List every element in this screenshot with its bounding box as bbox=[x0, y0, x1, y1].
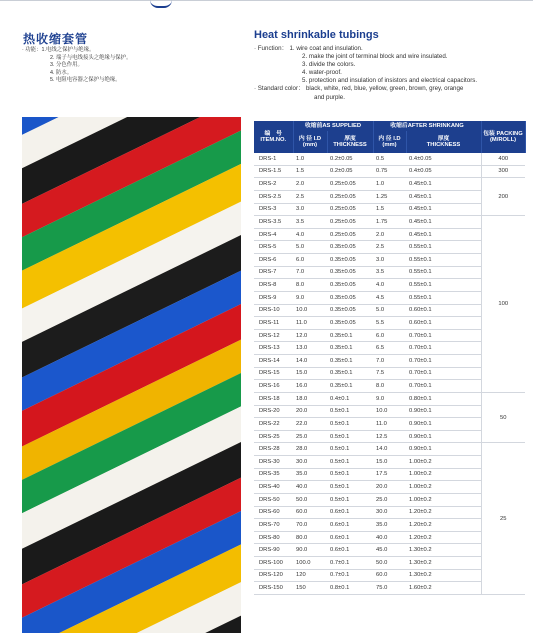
item-no-cell: DRS-150 bbox=[254, 582, 293, 595]
thickness-shrunk-cell: 0.55±0.1 bbox=[406, 254, 481, 267]
thickness-supplied-cell: 0.25±0.05 bbox=[327, 178, 373, 191]
table-row bbox=[254, 216, 525, 229]
id-supplied-cell: 3.5 bbox=[293, 216, 327, 229]
id-shrunk-cell: 40.0 bbox=[373, 531, 406, 544]
item-no-cell: DRS-25 bbox=[254, 430, 293, 443]
thickness-supplied-cell: 0.35±0.1 bbox=[327, 329, 373, 342]
thickness-shrunk-cell: 1.30±0.2 bbox=[406, 544, 481, 557]
id-supplied-cell: 1.0 bbox=[293, 153, 327, 165]
item-no-cell: DRS-6 bbox=[254, 254, 293, 267]
item-no-cell: DRS-14 bbox=[254, 355, 293, 368]
thickness-shrunk-cell: 0.90±0.1 bbox=[406, 405, 481, 418]
thickness-shrunk-cell: 0.60±0.1 bbox=[406, 317, 481, 330]
standard-color-label: · Standard color： bbox=[254, 85, 305, 93]
thickness-shrunk-cell: 1.20±0.2 bbox=[406, 531, 481, 544]
table-row bbox=[254, 443, 525, 456]
id-supplied-cell: 5.0 bbox=[293, 241, 327, 254]
thickness-supplied-cell: 0.6±0.1 bbox=[327, 519, 373, 532]
table-row bbox=[254, 165, 525, 178]
thickness-supplied-cell: 0.5±0.1 bbox=[327, 468, 373, 481]
packing-cell: 200 bbox=[481, 178, 525, 216]
id-shrunk-cell: 1.0 bbox=[373, 178, 406, 191]
id-supplied-cell: 100.0 bbox=[293, 557, 327, 570]
thickness-shrunk-cell: 0.45±0.1 bbox=[406, 178, 481, 191]
item-no-cell: DRS-70 bbox=[254, 519, 293, 532]
id-shrunk-cell: 7.5 bbox=[373, 367, 406, 380]
thickness-shrunk-cell: 0.55±0.1 bbox=[406, 291, 481, 304]
id-supplied-cell: 40.0 bbox=[293, 481, 327, 494]
function-item-zh: 5. 电阻电容器之保护与绝缘。 bbox=[50, 77, 121, 84]
header-flourish bbox=[150, 0, 172, 8]
thickness-shrunk-cell: 1.00±0.2 bbox=[406, 468, 481, 481]
col-packing-en: (M/ROLL) bbox=[489, 137, 517, 143]
id-shrunk-cell: 12.5 bbox=[373, 430, 406, 443]
thickness-shrunk-cell: 1.20±0.2 bbox=[406, 506, 481, 519]
id-supplied-cell: 6.0 bbox=[293, 254, 327, 267]
item-no-cell: DRS-12 bbox=[254, 329, 293, 342]
col-supplied-title: 收缩前AS SUPPLIED bbox=[293, 121, 373, 131]
standard-color-values: black, white, red, blue, yellow, green, brown, grey, orange bbox=[305, 85, 464, 93]
id-shrunk-cell: 7.0 bbox=[373, 355, 406, 368]
id-shrunk-cell: 6.0 bbox=[373, 329, 406, 342]
thickness-supplied-cell: 0.8±0.1 bbox=[327, 582, 373, 595]
thickness-supplied-cell: 0.2±0.05 bbox=[327, 165, 373, 178]
thickness-supplied-cell: 0.35±0.1 bbox=[327, 380, 373, 393]
col-id-header-after bbox=[373, 131, 406, 153]
thickness-shrunk-cell: 0.70±0.1 bbox=[406, 367, 481, 380]
product-photo bbox=[22, 117, 241, 633]
thickness-supplied-cell: 0.5±0.1 bbox=[327, 418, 373, 431]
col-thickness-en: THICKNESS bbox=[426, 142, 461, 148]
item-no-cell: DRS-90 bbox=[254, 544, 293, 557]
spec-table-body bbox=[254, 153, 525, 594]
standard-color-values-cont: and purple. bbox=[314, 93, 345, 101]
table-row bbox=[254, 392, 525, 405]
packing-cell: 50 bbox=[481, 392, 525, 443]
col-thickness-header-after bbox=[406, 131, 481, 153]
id-shrunk-cell: 0.75 bbox=[373, 165, 406, 178]
thickness-shrunk-cell: 0.45±0.1 bbox=[406, 190, 481, 203]
col-thickness-en: THICKNESS bbox=[333, 142, 367, 148]
id-shrunk-cell: 9.0 bbox=[373, 392, 406, 405]
id-shrunk-cell: 30.0 bbox=[373, 506, 406, 519]
function-item-zh: 4. 防水。 bbox=[50, 69, 73, 76]
item-no-cell: DRS-80 bbox=[254, 531, 293, 544]
function-item-en: 4. water-proof. bbox=[302, 69, 342, 77]
id-shrunk-cell: 14.0 bbox=[373, 443, 406, 456]
id-supplied-cell: 7.0 bbox=[293, 266, 327, 279]
id-supplied-cell: 80.0 bbox=[293, 531, 327, 544]
id-supplied-cell: 18.0 bbox=[293, 392, 327, 405]
id-supplied-cell: 90.0 bbox=[293, 544, 327, 557]
id-shrunk-cell: 60.0 bbox=[373, 569, 406, 582]
id-shrunk-cell: 35.0 bbox=[373, 519, 406, 532]
item-no-cell: DRS-60 bbox=[254, 506, 293, 519]
col-id-header bbox=[293, 131, 327, 153]
id-supplied-cell: 10.0 bbox=[293, 304, 327, 317]
id-shrunk-cell: 1.5 bbox=[373, 203, 406, 216]
table-row bbox=[254, 153, 525, 165]
thickness-shrunk-cell: 0.45±0.1 bbox=[406, 228, 481, 241]
packing-cell: 300 bbox=[481, 165, 525, 178]
id-supplied-cell: 13.0 bbox=[293, 342, 327, 355]
id-shrunk-cell: 45.0 bbox=[373, 544, 406, 557]
thickness-shrunk-cell: 0.55±0.1 bbox=[406, 241, 481, 254]
item-no-cell: DRS-1 bbox=[254, 153, 293, 165]
thickness-supplied-cell: 0.5±0.1 bbox=[327, 493, 373, 506]
id-shrunk-cell: 3.5 bbox=[373, 266, 406, 279]
item-no-cell: DRS-22 bbox=[254, 418, 293, 431]
top-rule bbox=[0, 0, 533, 7]
thickness-shrunk-cell: 0.70±0.1 bbox=[406, 342, 481, 355]
col-shrink-title: 收缩后AFTER SHRINKANG bbox=[373, 121, 481, 131]
thickness-shrunk-cell: 1.00±0.2 bbox=[406, 481, 481, 494]
id-supplied-cell: 28.0 bbox=[293, 443, 327, 456]
thickness-shrunk-cell: 0.90±0.1 bbox=[406, 418, 481, 431]
thickness-shrunk-cell: 0.80±0.1 bbox=[406, 392, 481, 405]
thickness-supplied-cell: 0.35±0.05 bbox=[327, 304, 373, 317]
function-item-en: 3. divide the colors. bbox=[302, 61, 356, 69]
id-shrunk-cell: 17.5 bbox=[373, 468, 406, 481]
id-shrunk-cell: 0.5 bbox=[373, 153, 406, 165]
col-item-en: ITEM.NO. bbox=[260, 137, 287, 143]
id-shrunk-cell: 11.0 bbox=[373, 418, 406, 431]
function-label-en: · Function： bbox=[254, 45, 288, 52]
thickness-supplied-cell: 0.5±0.1 bbox=[327, 481, 373, 494]
spec-table bbox=[254, 121, 526, 595]
item-no-cell: DRS-13 bbox=[254, 342, 293, 355]
id-shrunk-cell: 6.5 bbox=[373, 342, 406, 355]
item-no-cell: DRS-30 bbox=[254, 456, 293, 469]
thickness-shrunk-cell: 0.90±0.1 bbox=[406, 443, 481, 456]
thickness-shrunk-cell: 0.4±0.05 bbox=[406, 153, 481, 165]
id-shrunk-cell: 1.75 bbox=[373, 216, 406, 229]
thickness-supplied-cell: 0.35±0.05 bbox=[327, 266, 373, 279]
function-item-en: 2. make the joint of terminal block and wire insulated. bbox=[302, 53, 448, 61]
thickness-supplied-cell: 0.7±0.1 bbox=[327, 557, 373, 570]
thickness-supplied-cell: 0.35±0.05 bbox=[327, 254, 373, 267]
function-list-en bbox=[254, 45, 526, 102]
id-shrunk-cell: 10.0 bbox=[373, 405, 406, 418]
item-no-cell: DRS-100 bbox=[254, 557, 293, 570]
thickness-shrunk-cell: 0.55±0.1 bbox=[406, 279, 481, 292]
thickness-supplied-cell: 0.5±0.1 bbox=[327, 456, 373, 469]
thickness-shrunk-cell: 1.30±0.2 bbox=[406, 557, 481, 570]
thickness-shrunk-cell: 1.20±0.2 bbox=[406, 519, 481, 532]
thickness-shrunk-cell: 1.00±0.2 bbox=[406, 493, 481, 506]
col-thickness-zh: 厚度 bbox=[437, 135, 450, 142]
id-supplied-cell: 20.0 bbox=[293, 405, 327, 418]
thickness-shrunk-cell: 0.90±0.1 bbox=[406, 430, 481, 443]
col-packing-zh: 包装 PACKING bbox=[483, 130, 523, 137]
thickness-supplied-cell: 0.5±0.1 bbox=[327, 405, 373, 418]
id-supplied-cell: 22.0 bbox=[293, 418, 327, 431]
thickness-supplied-cell: 0.25±0.05 bbox=[327, 203, 373, 216]
item-no-cell: DRS-50 bbox=[254, 493, 293, 506]
id-shrunk-cell: 25.0 bbox=[373, 493, 406, 506]
function-item-en: 5. protection and insulation of insistors and electrical capacitors. bbox=[302, 77, 478, 85]
item-no-cell: DRS-3 bbox=[254, 203, 293, 216]
item-no-cell: DRS-15 bbox=[254, 367, 293, 380]
item-no-cell: DRS-9 bbox=[254, 291, 293, 304]
col-thickness-header bbox=[327, 131, 373, 153]
item-no-cell: DRS-16 bbox=[254, 380, 293, 393]
thickness-shrunk-cell: 0.45±0.1 bbox=[406, 216, 481, 229]
id-supplied-cell: 150 bbox=[293, 582, 327, 595]
item-no-cell: DRS-120 bbox=[254, 569, 293, 582]
packing-cell: 400 bbox=[481, 153, 525, 165]
function-item-zh: 1.电线之保护与绝缘。 bbox=[41, 47, 95, 53]
thickness-shrunk-cell: 1.30±0.2 bbox=[406, 569, 481, 582]
thickness-supplied-cell: 0.7±0.1 bbox=[327, 569, 373, 582]
col-id-unit: (mm) bbox=[382, 142, 397, 148]
thickness-supplied-cell: 0.4±0.1 bbox=[327, 392, 373, 405]
item-no-cell: DRS-2 bbox=[254, 178, 293, 191]
item-no-cell: DRS-11 bbox=[254, 317, 293, 330]
packing-cell: 100 bbox=[481, 216, 525, 393]
item-no-cell: DRS-5 bbox=[254, 241, 293, 254]
thickness-supplied-cell: 0.35±0.05 bbox=[327, 241, 373, 254]
table-header-row bbox=[254, 121, 525, 131]
thickness-supplied-cell: 0.25±0.05 bbox=[327, 228, 373, 241]
id-shrunk-cell: 1.25 bbox=[373, 190, 406, 203]
thickness-shrunk-cell: 0.55±0.1 bbox=[406, 266, 481, 279]
id-supplied-cell: 4.0 bbox=[293, 228, 327, 241]
id-shrunk-cell: 5.0 bbox=[373, 304, 406, 317]
thickness-supplied-cell: 0.25±0.05 bbox=[327, 216, 373, 229]
id-supplied-cell: 35.0 bbox=[293, 468, 327, 481]
col-id-zh: 内 径 I.D bbox=[378, 135, 401, 142]
thickness-shrunk-cell: 0.60±0.1 bbox=[406, 304, 481, 317]
id-supplied-cell: 60.0 bbox=[293, 506, 327, 519]
thickness-supplied-cell: 0.5±0.1 bbox=[327, 430, 373, 443]
thickness-shrunk-cell: 1.60±0.2 bbox=[406, 582, 481, 595]
id-shrunk-cell: 4.5 bbox=[373, 291, 406, 304]
id-supplied-cell: 70.0 bbox=[293, 519, 327, 532]
item-no-cell: DRS-40 bbox=[254, 481, 293, 494]
function-item-en: 1. wire coat and insulation. bbox=[289, 45, 363, 52]
thickness-shrunk-cell: 0.70±0.1 bbox=[406, 329, 481, 342]
id-supplied-cell: 3.0 bbox=[293, 203, 327, 216]
col-packing-header bbox=[481, 121, 525, 153]
id-supplied-cell: 11.0 bbox=[293, 317, 327, 330]
packing-cell: 25 bbox=[481, 443, 525, 595]
id-shrunk-cell: 4.0 bbox=[373, 279, 406, 292]
col-thickness-zh: 厚度 bbox=[344, 135, 356, 142]
item-no-cell: DRS-8 bbox=[254, 279, 293, 292]
id-supplied-cell: 16.0 bbox=[293, 380, 327, 393]
function-item-zh: 2. 端子与电线接头之绝缘与保护。 bbox=[50, 54, 132, 61]
thickness-supplied-cell: 0.35±0.05 bbox=[327, 291, 373, 304]
thickness-supplied-cell: 0.35±0.05 bbox=[327, 317, 373, 330]
id-shrunk-cell: 2.0 bbox=[373, 228, 406, 241]
id-supplied-cell: 12.0 bbox=[293, 329, 327, 342]
id-shrunk-cell: 15.0 bbox=[373, 456, 406, 469]
col-id-unit: (mm) bbox=[302, 142, 318, 148]
col-item-header bbox=[254, 121, 293, 153]
page-title-en: Heat shrinkable tubings bbox=[254, 29, 379, 41]
id-shrunk-cell: 3.0 bbox=[373, 254, 406, 267]
item-no-cell: DRS-28 bbox=[254, 443, 293, 456]
id-supplied-cell: 9.0 bbox=[293, 291, 327, 304]
id-supplied-cell: 1.5 bbox=[293, 165, 327, 178]
function-item-zh: 3. 分色作用。 bbox=[50, 62, 83, 69]
thickness-supplied-cell: 0.35±0.1 bbox=[327, 367, 373, 380]
thickness-supplied-cell: 0.6±0.1 bbox=[327, 544, 373, 557]
id-supplied-cell: 120 bbox=[293, 569, 327, 582]
thickness-shrunk-cell: 0.70±0.1 bbox=[406, 355, 481, 368]
id-supplied-cell: 2.0 bbox=[293, 178, 327, 191]
table-row bbox=[254, 178, 525, 191]
page-title-zh: 热收缩套管 bbox=[23, 32, 89, 46]
item-no-cell: DRS-4 bbox=[254, 228, 293, 241]
item-no-cell: DRS-18 bbox=[254, 392, 293, 405]
function-label-zh: · 功能： bbox=[22, 47, 42, 53]
thickness-supplied-cell: 0.2±0.05 bbox=[327, 153, 373, 165]
thickness-supplied-cell: 0.35±0.05 bbox=[327, 279, 373, 292]
col-item-zh: 编 号 bbox=[264, 130, 282, 137]
id-supplied-cell: 14.0 bbox=[293, 355, 327, 368]
id-shrunk-cell: 75.0 bbox=[373, 582, 406, 595]
item-no-cell: DRS-1.5 bbox=[254, 165, 293, 178]
function-list-zh bbox=[22, 47, 232, 85]
thickness-supplied-cell: 0.25±0.05 bbox=[327, 190, 373, 203]
col-id-zh: 内 径 I.D bbox=[298, 135, 322, 142]
thickness-supplied-cell: 0.6±0.1 bbox=[327, 506, 373, 519]
id-shrunk-cell: 50.0 bbox=[373, 557, 406, 570]
item-no-cell: DRS-3.5 bbox=[254, 216, 293, 229]
item-no-cell: DRS-10 bbox=[254, 304, 293, 317]
id-shrunk-cell: 2.5 bbox=[373, 241, 406, 254]
id-supplied-cell: 30.0 bbox=[293, 456, 327, 469]
thickness-shrunk-cell: 1.00±0.2 bbox=[406, 456, 481, 469]
id-shrunk-cell: 20.0 bbox=[373, 481, 406, 494]
id-supplied-cell: 2.5 bbox=[293, 190, 327, 203]
item-no-cell: DRS-2.5 bbox=[254, 190, 293, 203]
thickness-supplied-cell: 0.35±0.1 bbox=[327, 342, 373, 355]
item-no-cell: DRS-20 bbox=[254, 405, 293, 418]
thickness-supplied-cell: 0.5±0.1 bbox=[327, 443, 373, 456]
id-shrunk-cell: 5.5 bbox=[373, 317, 406, 330]
id-supplied-cell: 25.0 bbox=[293, 430, 327, 443]
id-shrunk-cell: 8.0 bbox=[373, 380, 406, 393]
thickness-supplied-cell: 0.6±0.1 bbox=[327, 531, 373, 544]
thickness-shrunk-cell: 0.45±0.1 bbox=[406, 203, 481, 216]
thickness-shrunk-cell: 0.4±0.05 bbox=[406, 165, 481, 178]
thickness-supplied-cell: 0.35±0.1 bbox=[327, 355, 373, 368]
item-no-cell: DRS-35 bbox=[254, 468, 293, 481]
item-no-cell: DRS-7 bbox=[254, 266, 293, 279]
thickness-shrunk-cell: 0.70±0.1 bbox=[406, 380, 481, 393]
id-supplied-cell: 8.0 bbox=[293, 279, 327, 292]
id-supplied-cell: 15.0 bbox=[293, 367, 327, 380]
id-supplied-cell: 50.0 bbox=[293, 493, 327, 506]
